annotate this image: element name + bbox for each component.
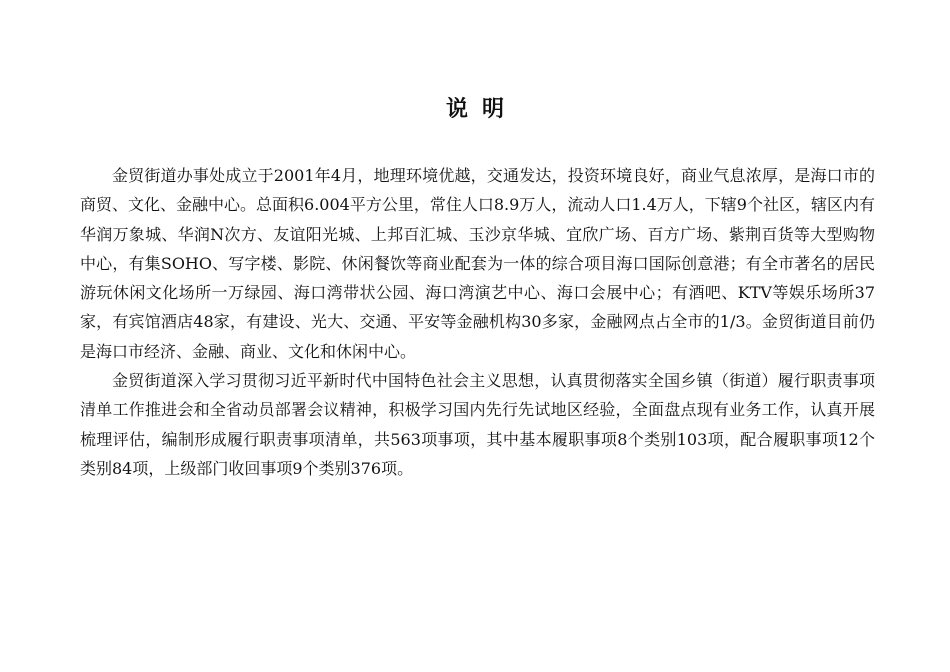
paragraph-overview: 金贸街道办事处成立于2001年4月，地理环境优越，交通发达，投资环境良好，商业气息浓厚，是海口市的商贸、文化、金融中心。总面积6.004平方公里，常住人口8.9万人，流动人口1.4万人，下辖9个社区，辖区内有华润万象城、华润N次方、友谊阳光城、上邦百汇城、玉沙京华城、宜欣广场、百方广场、紫荆百货等大型购物中心，有集SOHO、写字楼、影院、休闲餐饮等商业配套为一体的综合项目海口国际创意港；有全市著名的居民游玩休闲文化场所一万绿园、海口湾带状公园、海口湾演艺中心、海口会展中心；有酒吧、KTV等娱乐场所37家，有宾馆酒店48家，有建设、光大、交通、平安等金融机构30多家，金融网点占全市的1/3。金贸街道目前仍是海口市经济、金融、商业、文化和休闲中心。 bbox=[80, 166, 875, 361]
paragraph-duty-list: 金贸街道深入学习贯彻习近平新时代中国特色社会主义思想，认真贯彻落实全国乡镇（街道）履行职责事项清单工作推进会和全省动员部署会议精神，积极学习国内先行先试地区经验，全面盘点现有业务工作，认真开展梳理评估，编制形成履行职责事项清单，共563项事项，其中基本履职事项8个类别103项，配合履职事项12个类别84项，上级部门收回事项9个类别376项。 bbox=[80, 371, 875, 478]
page-title: 说明 bbox=[445, 96, 518, 122]
body-text bbox=[80, 161, 875, 483]
